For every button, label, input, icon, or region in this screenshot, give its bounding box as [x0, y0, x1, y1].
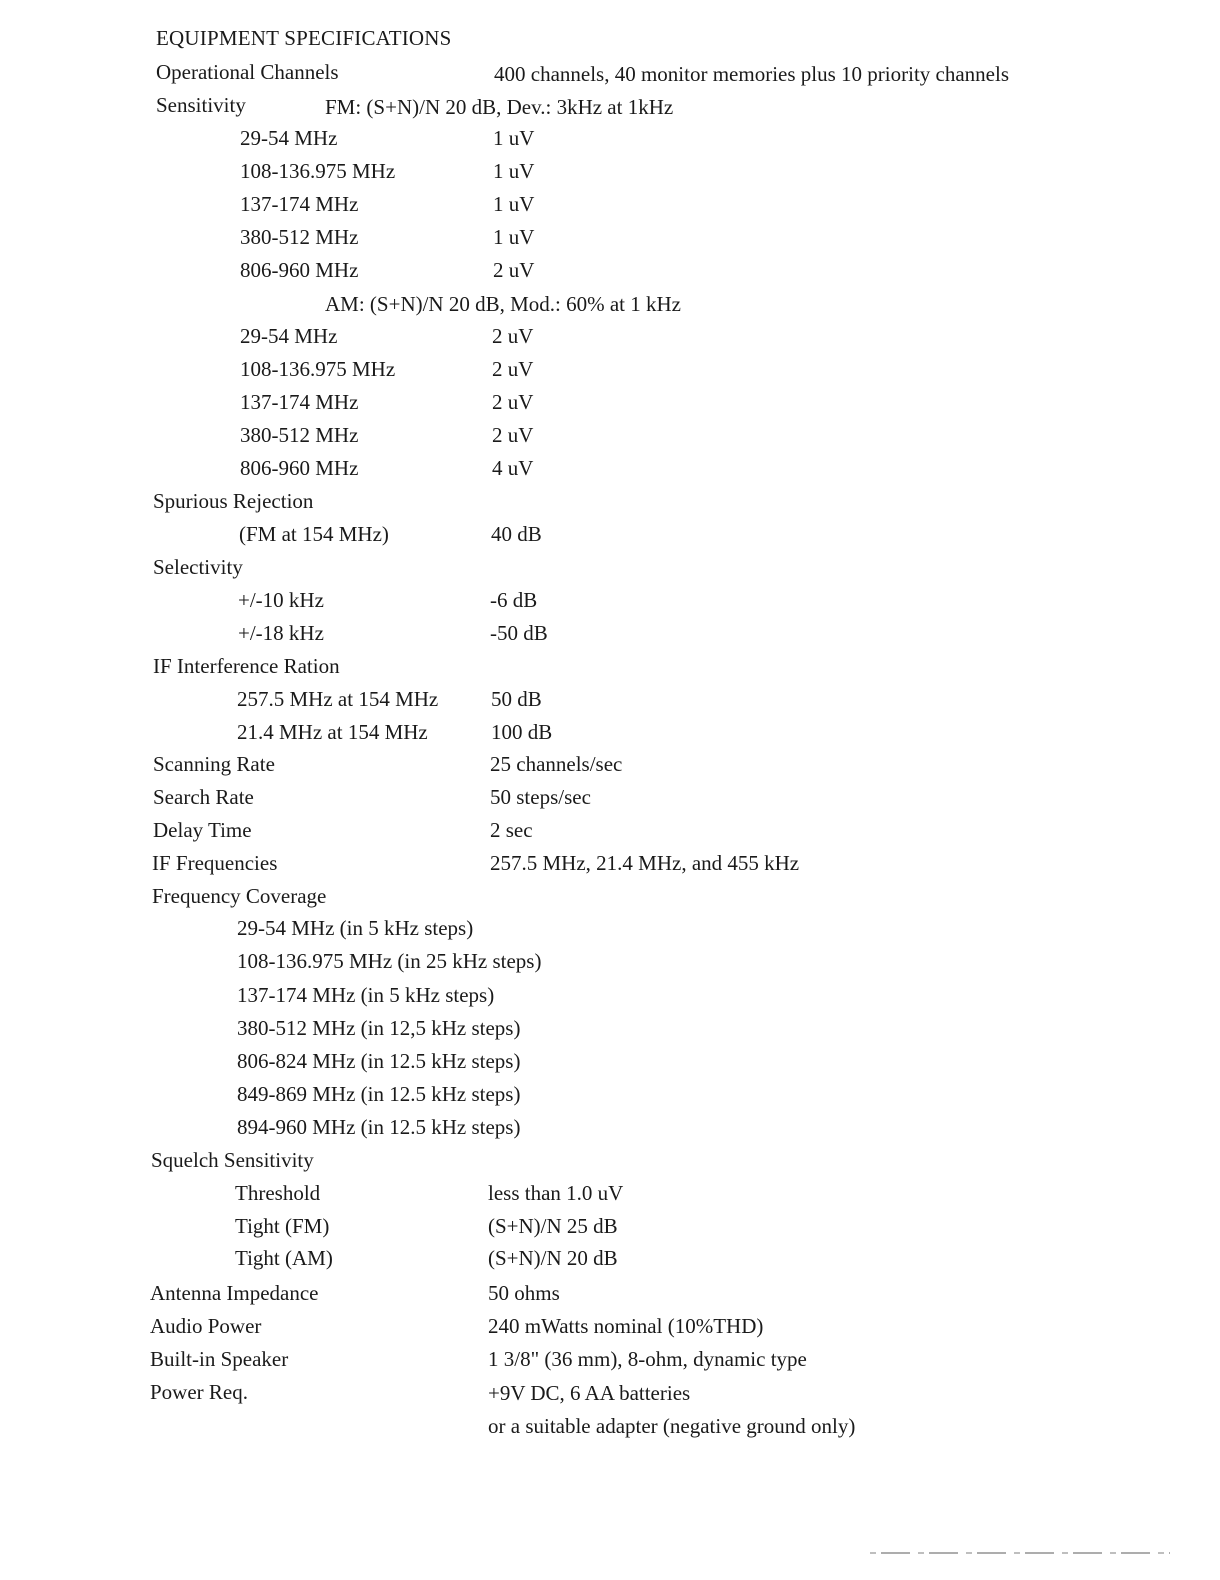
if-interference-condition: 21.4 MHz at 154 MHz — [237, 720, 428, 744]
am-value: 2 uV — [492, 423, 534, 447]
squelch-label: Squelch Sensitivity — [151, 1148, 314, 1172]
selectivity-value: -50 dB — [490, 621, 548, 645]
fm-band: 806-960 MHz — [240, 258, 359, 282]
squelch-value: (S+N)/N 20 dB — [488, 1246, 618, 1270]
am-value: 2 uV — [492, 357, 534, 381]
sensitivity-label: Sensitivity — [156, 93, 246, 117]
antenna-impedance-label: Antenna Impedance — [150, 1281, 319, 1305]
power-req-value-line1: +9V DC, 6 AA batteries — [488, 1381, 691, 1405]
operational-channels-label: Operational Channels — [156, 60, 339, 84]
antenna-impedance-value: 50 ohms — [488, 1281, 560, 1305]
if-frequencies-value: 257.5 MHz, 21.4 MHz, and 455 kHz — [490, 851, 800, 875]
fm-value: 1 uV — [493, 159, 535, 183]
am-band: 380-512 MHz — [240, 423, 359, 447]
delay-time-label: Delay Time — [153, 818, 252, 842]
scan-artifact-line — [870, 1552, 1170, 1554]
selectivity-offset: +/-10 kHz — [238, 588, 324, 612]
if-interference-condition: 257.5 MHz at 154 MHz — [237, 687, 439, 711]
fm-band: 108-136.975 MHz — [240, 159, 396, 183]
power-req-value-line2: or a suitable adapter (negative ground only) — [488, 1414, 856, 1438]
delay-time-value: 2 sec — [490, 818, 533, 842]
frequency-coverage-row: 806-824 MHz (in 12.5 kHz steps) — [237, 1049, 521, 1073]
if-interference-value: 100 dB — [491, 720, 553, 744]
search-rate-value: 50 steps/sec — [490, 785, 591, 809]
if-interference-label: IF Interference Ration — [153, 654, 340, 678]
builtin-speaker-value: 1 3/8" (36 mm), 8-ohm, dynamic type — [488, 1347, 807, 1371]
frequency-coverage-row: 137-174 MHz (in 5 kHz steps) — [237, 983, 495, 1007]
selectivity-label: Selectivity — [153, 555, 243, 579]
frequency-coverage-row: 380-512 MHz (in 12,5 kHz steps) — [237, 1016, 521, 1040]
fm-value: 1 uV — [493, 192, 535, 216]
am-value: 2 uV — [492, 390, 534, 414]
if-interference-value: 50 dB — [491, 687, 542, 711]
am-band: 29-54 MHz — [240, 324, 338, 348]
squelch-value: less than 1.0 uV — [488, 1181, 624, 1205]
frequency-coverage-row: 108-136.975 MHz (in 25 kHz steps) — [237, 949, 542, 973]
sensitivity-am-header: AM: (S+N)/N 20 dB, Mod.: 60% at 1 kHz — [325, 292, 681, 316]
am-band: 108-136.975 MHz — [240, 357, 396, 381]
scanning-rate-label: Scanning Rate — [153, 752, 275, 776]
audio-power-label: Audio Power — [150, 1314, 262, 1338]
if-frequencies-label: IF Frequencies — [152, 851, 278, 875]
audio-power-value: 240 mWatts nominal (10%THD) — [488, 1314, 764, 1338]
frequency-coverage-row: 29-54 MHz (in 5 kHz steps) — [237, 916, 474, 940]
frequency-coverage-row: 849-869 MHz (in 12.5 kHz steps) — [237, 1082, 521, 1106]
squelch-name: Threshold — [235, 1181, 321, 1205]
fm-value: 1 uV — [493, 126, 535, 150]
am-value: 4 uV — [492, 456, 534, 480]
am-band: 806-960 MHz — [240, 456, 359, 480]
fm-value: 2 uV — [493, 258, 535, 282]
sensitivity-fm-header: FM: (S+N)/N 20 dB, Dev.: 3kHz at 1kHz — [325, 95, 674, 119]
fm-value: 1 uV — [493, 225, 535, 249]
builtin-speaker-label: Built-in Speaker — [150, 1347, 289, 1371]
power-req-label: Power Req. — [150, 1380, 248, 1404]
fm-band: 380-512 MHz — [240, 225, 359, 249]
squelch-name: Tight (FM) — [235, 1214, 330, 1238]
selectivity-offset: +/-18 kHz — [238, 621, 324, 645]
spurious-rejection-value: 40 dB — [491, 522, 542, 546]
spurious-rejection-condition: (FM at 154 MHz) — [239, 522, 389, 546]
squelch-value: (S+N)/N 25 dB — [488, 1214, 618, 1238]
fm-band: 137-174 MHz — [240, 192, 359, 216]
am-band: 137-174 MHz — [240, 390, 359, 414]
am-value: 2 uV — [492, 324, 534, 348]
search-rate-label: Search Rate — [153, 785, 254, 809]
fm-band: 29-54 MHz — [240, 126, 338, 150]
spurious-rejection-label: Spurious Rejection — [153, 489, 314, 513]
selectivity-value: -6 dB — [490, 588, 538, 612]
frequency-coverage-label: Frequency Coverage — [152, 884, 327, 908]
operational-channels-value: 400 channels, 40 monitor memories plus 10 priority channels — [494, 62, 1009, 86]
frequency-coverage-row: 894-960 MHz (in 12.5 kHz steps) — [237, 1115, 521, 1139]
scanning-rate-value: 25 channels/sec — [490, 752, 623, 776]
squelch-name: Tight (AM) — [235, 1246, 333, 1270]
page-title: EQUIPMENT SPECIFICATIONS — [156, 26, 452, 50]
